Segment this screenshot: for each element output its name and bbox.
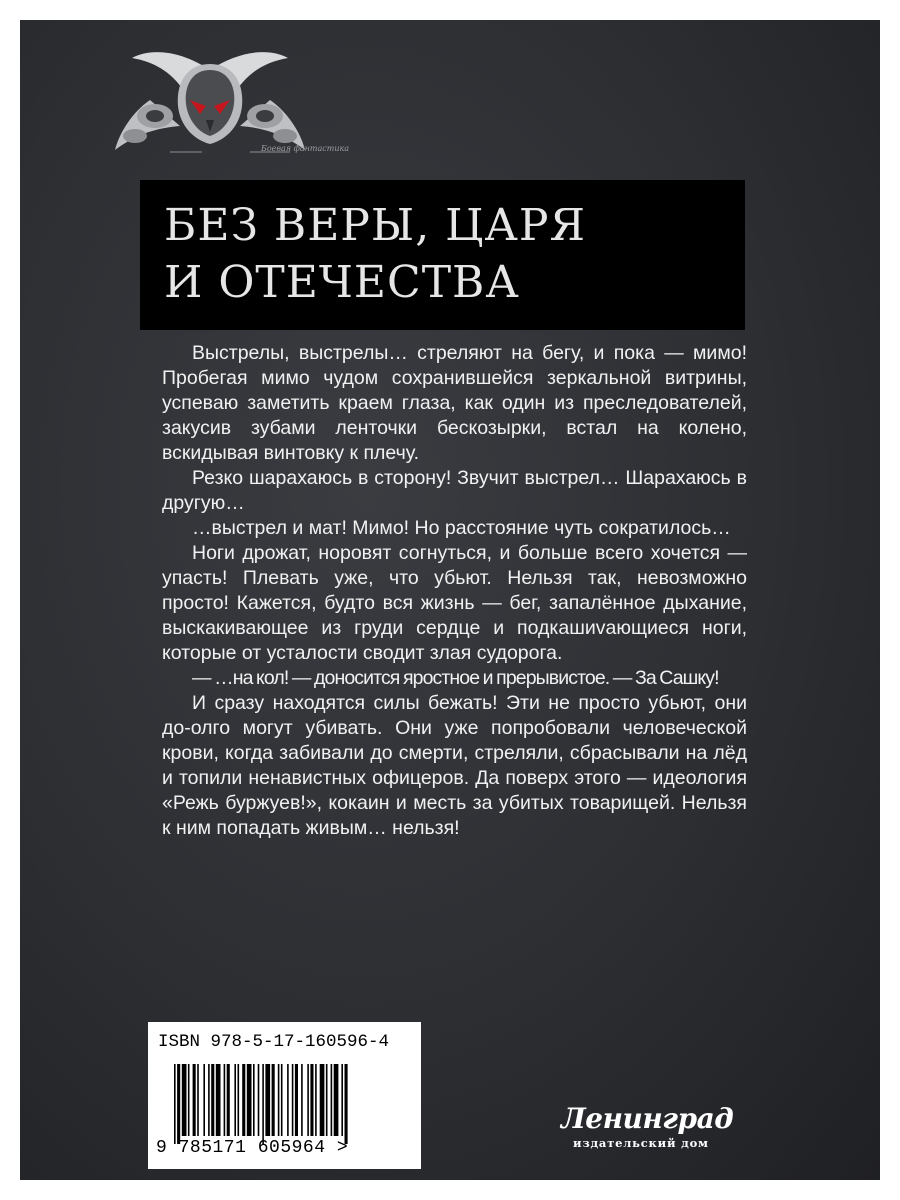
blurb-paragraph: Выстрелы, выстрелы… стреляют на бегу, и пока — мимо! Пробегая мимо чудом сохранившейся зеркальной витрины, успеваю заметить краем глаза, как один из преследователей, закусив зубами ленточки бескозырки, встал на колено, вскидывая винтовку к плечу. [162,342,747,464]
blurb-text [162,341,747,841]
series-caption: Боевая фантастика [260,144,350,153]
book-title-line-1: БЕЗ ВЕРЫ, ЦАРЯ [164,200,587,251]
skull-emblem-icon [110,40,310,160]
back-cover [20,20,880,1180]
publisher-logo [553,1102,753,1162]
series-logo [110,40,350,160]
blurb-paragraph: …выстрел и мат! Мимо! Но расстояние чуть сократилось… [192,517,731,539]
isbn-label: ISBN 978-5-17-160596-4 [158,1032,390,1052]
blurb-paragraph: И сразу находятся силы бежать! Эти не просто убьют, они до-олго могут убивать. Они уже попробовали человеческой крови, когда забивали до смерти, стреляли, сбрасывали на лёд и топили ненавистных офицеров. Да поверх этого — идеология «Режь буржуев!», кокаин и месть за убитых товарищей. Нельзя к ним попадать живым… нельзя! [162,692,747,839]
barcode-digits: 9 785171 605964 > [156,1138,349,1158]
blurb-paragraph: — …на кол! — доносится яростное и прерывистое. — За Сашку! [192,667,719,689]
blurb-paragraph: Ноги дрожат, норовят согнуться, и больше всего хочется — упасть! Плевать уже, что убьют. Нельзя так, невозможно просто! Кажется, будто вся жизнь — бег, запалённое дыхание, выскакивающее из груди сердце и подкашиvающиеся ноги, которые от усталости сводит злая судорога. [162,542,747,664]
isbn-barcode-box [148,1022,421,1169]
publisher-subtitle: издательский дом [573,1136,709,1150]
title-band [140,180,745,330]
book-title-line-2: И ОТЕЧЕСТВА [164,257,520,308]
blurb-paragraph: Резко шарахаюсь в сторону! Звучит выстрел… Шарахаюсь в другую… [162,467,747,514]
publisher-name: Ленинград [561,1102,734,1135]
